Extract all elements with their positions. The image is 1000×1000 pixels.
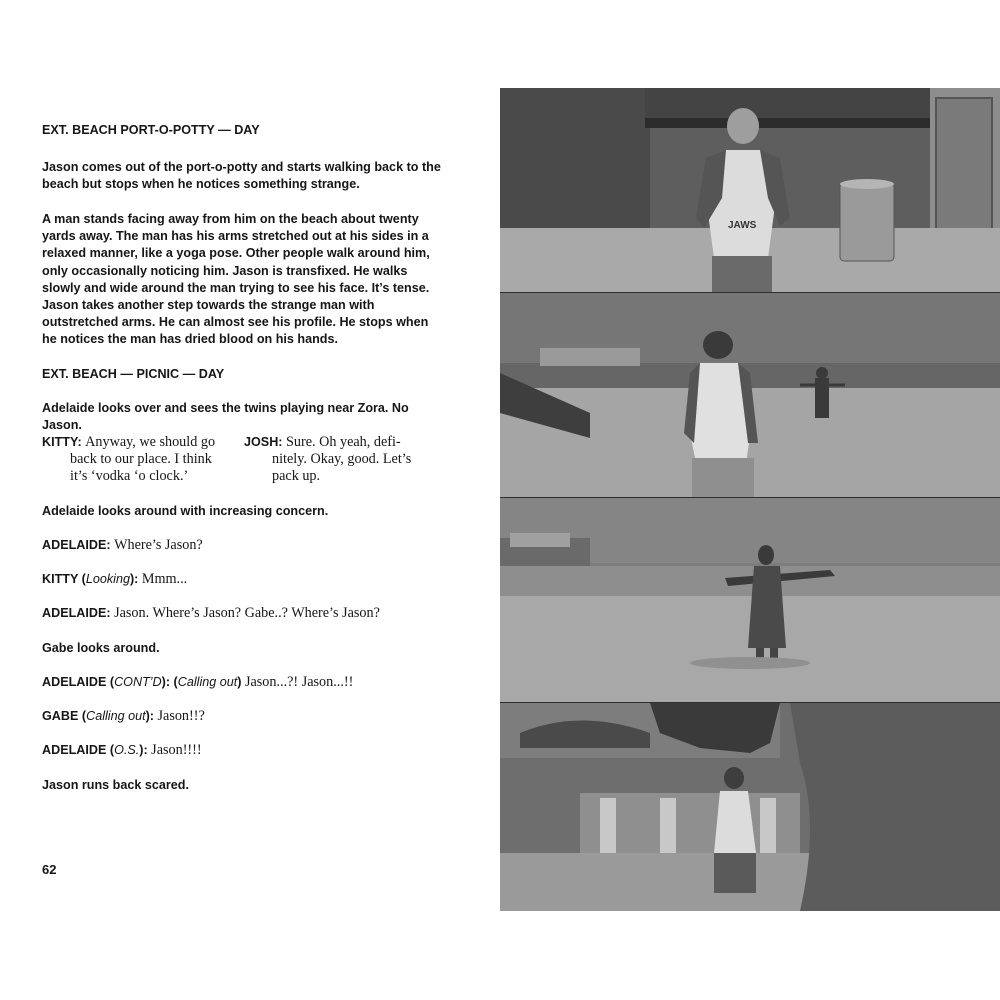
dialogue-kitty-2: KITTY (Looking): Mmm... [42,571,188,587]
jaws-shirt-logo: JAWS [728,220,757,231]
dialogue-adelaide-4: ADELAIDE (O.S.): Jason!!!! [42,742,202,758]
action-gabe-looks: Gabe looks around. [42,641,160,655]
dialogue-adelaide-1: ADELAIDE: Where’s Jason? [42,537,203,553]
character-name-josh: JOSH: [244,435,283,449]
page-number: 62 [42,862,57,877]
scene-heading-picnic: EXT. BEACH — PICNIC — DAY [42,367,225,381]
film-stills-strip [500,88,1000,911]
dialogue-adelaide-2: ADELAIDE: Jason. Where’s Jason? Gabe..? Where’s Jason? [42,605,380,621]
dialogue-kitty: KITTY: Anyway, we should go back to our place. I think it’s ‘vodka ‘o clock.’ [42,434,216,485]
dialogue-gabe: GABE (Calling out): Jason!!? [42,708,205,724]
action-strange-man: A man stands facing away from him on the beach about twenty yards away. The man has his arms stretched out at his sides in a relaxed manner, like a yoga pose. Other people walk around him, only occasionally noticing him. Jason is transfixed. He walks slowly and wide around the man trying to see his face. It’s tense. Jason takes another step towards the strange man with outstretched arms. He can almost see his profile. He stops when he notices the man has dried blood on his hands. [42,212,430,347]
action-increasing-concern: Adelaide looks around with increasing concern. [42,504,329,518]
film-still-boy-at-port-o-potty [500,88,1000,292]
character-name-kitty: KITTY: [42,435,82,449]
dialogue-adelaide-3: ADELAIDE (CONT’D): (Calling out) Jason...?! Jason...!! [42,674,354,690]
action-jason-exits: Jason comes out of the port-o-potty and starts walking back to the beach but stops when he notices something strange. [42,160,441,192]
film-still-bloody-hand [500,703,1000,911]
action-jason-runs: Jason runs back scared. [42,778,189,792]
film-still-man-outstretched-arms [500,498,1000,702]
film-still-boy-watching-man [500,293,1000,497]
scene-heading-port-o-potty: EXT. BEACH PORT-O-POTTY — DAY [42,123,260,137]
dialogue-josh: JOSH: Sure. Oh yeah, defi- nitely. Okay, good. Let’s pack up. [244,434,412,485]
action-adelaide-looks: Adelaide looks over and sees the twins playing near Zora. No Jason. [42,401,409,433]
